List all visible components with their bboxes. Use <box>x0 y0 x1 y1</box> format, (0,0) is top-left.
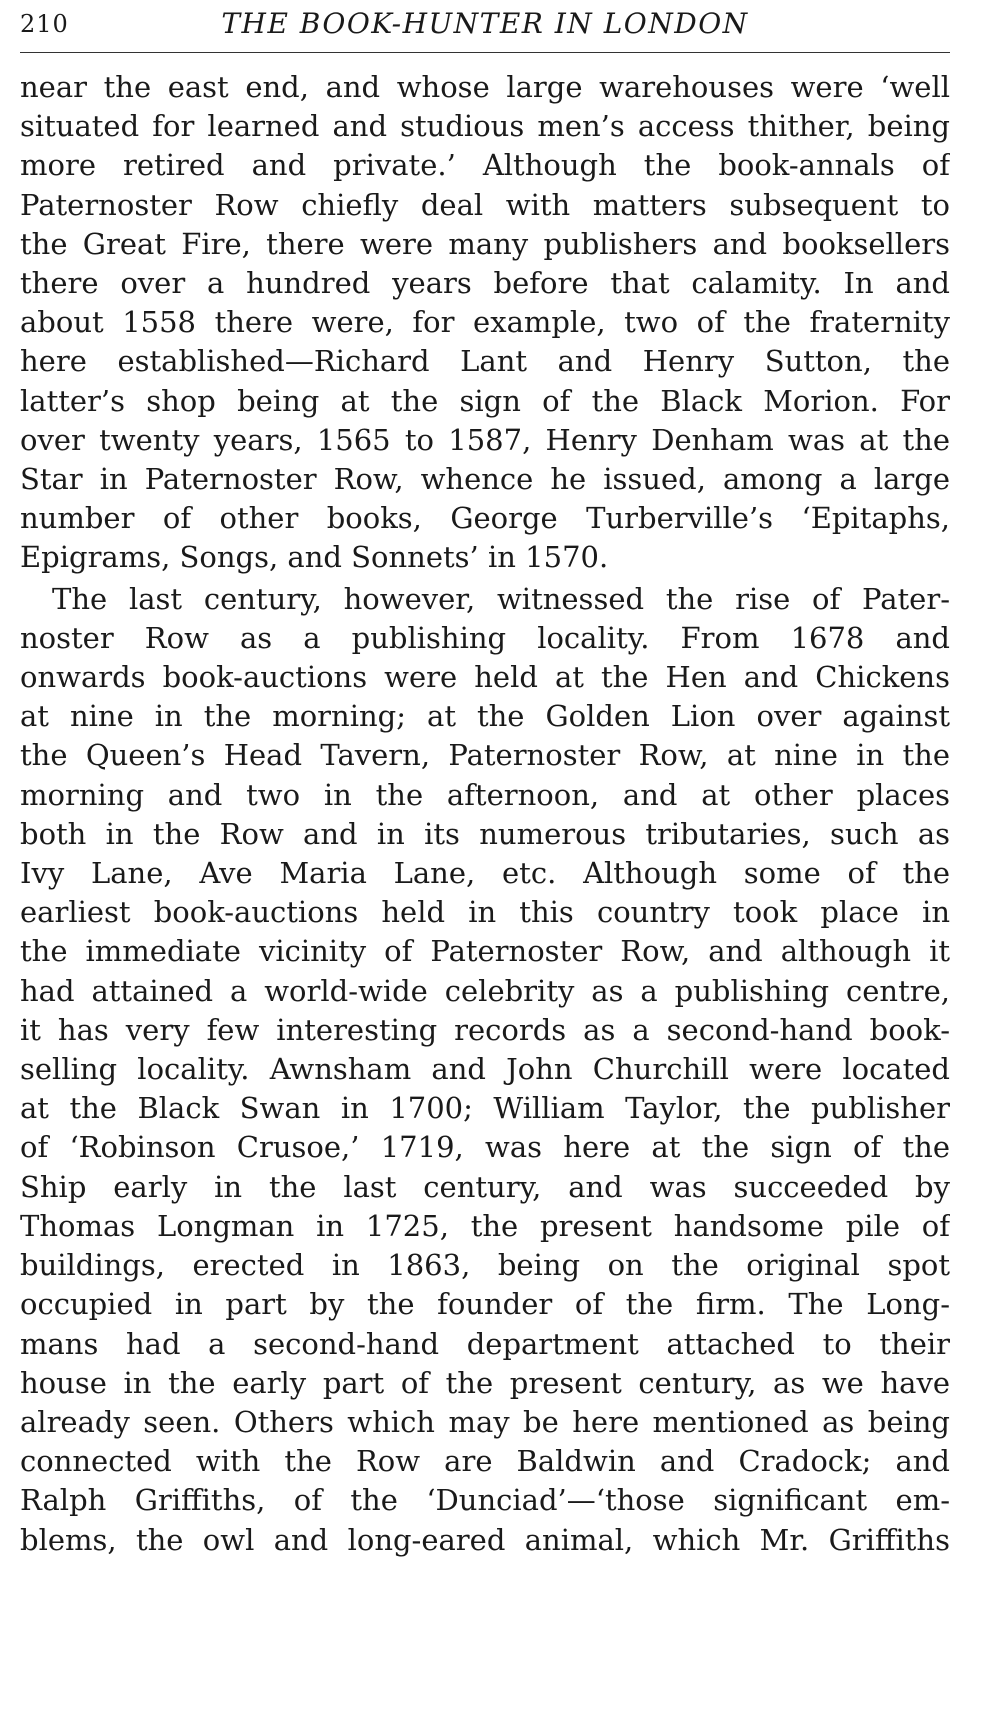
text-line: number of other books, George Turberville’s ‘Epitaphs, <box>20 501 950 536</box>
paragraph-1 <box>20 68 950 578</box>
text-line: here established—Richard Lant and Henry Sutton, the <box>20 344 950 379</box>
text-line: selling locality. Awnsham and John Churchill were located <box>20 1052 950 1087</box>
text-line: already seen. Others which may be here mentioned as being <box>20 1404 950 1439</box>
running-title: THE BOOK-HUNTER IN LONDON <box>221 7 749 40</box>
text-line: had attained a world-wide celebrity as a publishing centre, <box>20 973 950 1008</box>
text-line: more retired and private.’ Although the book-annals of <box>20 148 950 183</box>
text-line: the Queen’s Head Tavern, Paternoster Row, at nine in the <box>20 738 950 773</box>
text-line: The last century, however, witnessed the rise of Pater- <box>52 581 950 616</box>
text-line: near the east end, and whose large warehouses were ‘well <box>20 70 950 104</box>
text-line: Ivy Lane, Ave Maria Lane, etc. Although some of the <box>20 856 950 891</box>
text-line: latter’s shop being at the sign of the Black Morion. For <box>20 383 950 418</box>
text-line: Ship early in the last century, and was succeeded by <box>20 1169 950 1204</box>
text-line: morning and two in the afternoon, and at other places <box>20 777 950 812</box>
text-line: Star in Paternoster Row, whence he issued, among a large <box>20 462 950 497</box>
text-line: Epigrams, Songs, and Sonnets’ in 1570. <box>20 540 609 575</box>
text-line: mans had a second-hand department attached to their <box>20 1326 950 1361</box>
page-header <box>20 8 950 44</box>
text-line: connected with the Row are Baldwin and Cradock; and <box>20 1444 950 1479</box>
text-line: Thomas Longman in 1725, the present handsome pile of <box>20 1208 950 1243</box>
text-line: onwards book-auctions were held at the Hen and Chickens <box>20 660 950 695</box>
text-line: Ralph Griffiths, of the ‘Dunciad’—‘those significant em- <box>20 1483 950 1518</box>
page-number: 210 <box>20 10 69 38</box>
text-line: over twenty years, 1565 to 1587, Henry Denham was at the <box>20 422 950 457</box>
text-line: there over a hundred years before that calamity. In and <box>20 266 950 301</box>
text-line: about 1558 there were, for example, two of the fraternity <box>20 305 950 340</box>
text-line: the Great Fire, there were many publishers and booksellers <box>20 226 950 261</box>
text-line: noster Row as a publishing locality. From 1678 and <box>20 620 950 655</box>
text-line: Paternoster Row chiefly deal with matters subsequent to <box>20 187 950 222</box>
body-text <box>20 68 950 1560</box>
text-line: at nine in the morning; at the Golden Lion over against <box>20 699 950 734</box>
text-line: house in the early part of the present century, as we have <box>20 1365 950 1400</box>
text-line: occupied in part by the founder of the firm. The Long- <box>20 1287 950 1322</box>
text-line: situated for learned and studious men’s access thither, being <box>20 109 950 144</box>
text-line: buildings, erected in 1863, being on the original spot <box>20 1248 950 1283</box>
text-line: at the Black Swan in 1700; William Taylor, the publisher <box>20 1091 950 1126</box>
text-line: earliest book-auctions held in this country took place in <box>20 895 950 930</box>
text-line: of ‘Robinson Crusoe,’ 1719, was here at the sign of the <box>20 1130 950 1165</box>
text-line: both in the Row and in its numerous tributaries, such as <box>20 816 950 851</box>
text-line: it has very few interesting records as a second-hand book- <box>20 1012 950 1047</box>
header-rule <box>20 52 950 53</box>
text-line: the immediate vicinity of Paternoster Row, and although it <box>20 934 950 969</box>
paragraph-2 <box>20 580 950 1560</box>
text-line: blems, the owl and long-eared animal, which Mr. Griffiths <box>20 1522 950 1557</box>
